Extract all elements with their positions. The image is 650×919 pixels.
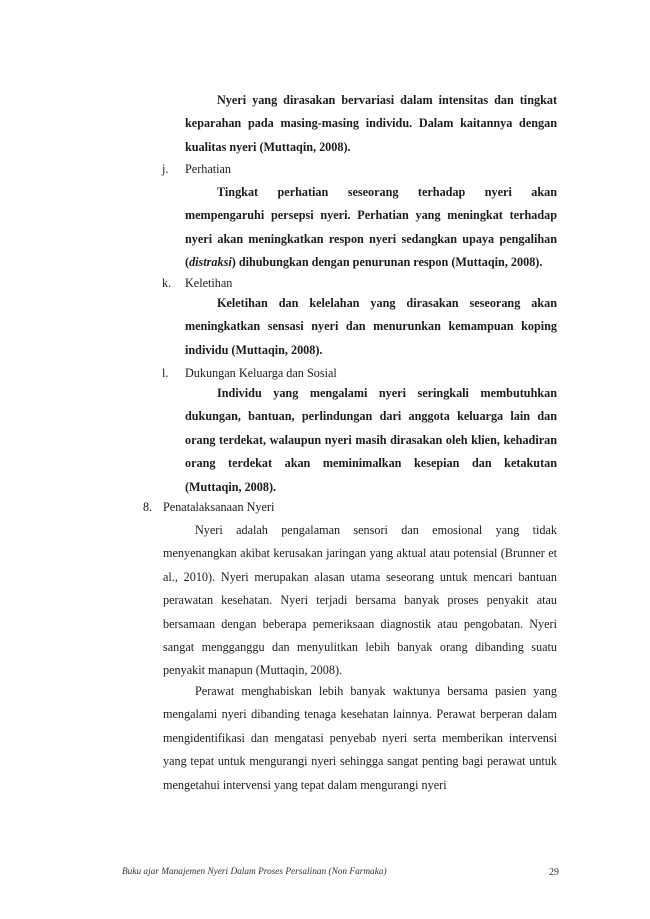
item-k-paragraph: Keletihan dan kelelahan yang dirasakan seseorang akan meningkatkan sensasi nyeri dan menurunkan kemampuan koping individu (Muttaqin, 2008). xyxy=(185,296,557,357)
section-title: Penatalaksanaan Nyeri xyxy=(163,500,275,514)
item-j-text-after: ) dihubungkan dengan penurunan respon (Muttaqin, 2008). xyxy=(231,255,543,270)
item-l-title: Dukungan Keluarga dan Sosial xyxy=(185,366,337,380)
item-k-title: Keletihan xyxy=(185,276,233,290)
item-j-paragraph xyxy=(185,181,557,275)
item-l-paragraph: Individu yang mengalami nyeri seringkali membutuhkan dukungan, bantuan, perlindungan dari anggota keluarga lain dan orang terdekat, walaupun nyeri masih dirasakan oleh klien, kehadiran orang terdekat akan meminimalkan kesepian dan ketakutan (Muttaqin, 2008). xyxy=(185,386,557,494)
section-paragraph-1: Nyeri adalah pengalaman sensori dan emosional yang tidak menyenangkan akibat kerusakan jaringan yang aktual atau potensial (Brunner et al., 2010). Nyeri merupakan alasan utama seseorang untuk mencari bantuan perawatan kesehatan. Nyeri terjadi bersama banyak proses penyakit atau bersamaan dengan beberapa pemeriksaan diagnostik atau pengobatan. Nyeri sangat mengganggu dan menyulitkan lebih banyak orang dibanding suatu penyakit manapun (Muttaqin, 2008). xyxy=(163,523,557,678)
footer-page-number: 29 xyxy=(549,867,559,878)
item-k-letter: k. xyxy=(162,276,172,290)
item-j-letter: j. xyxy=(162,162,169,176)
item-j-title: Perhatian xyxy=(185,162,232,176)
item-l-letter: l. xyxy=(162,366,169,380)
item-j-text-before: Tingkat perhatian seseorang terhadap nyeri akan mempengaruhi persepsi nyeri. Perhatian yang meningkat terhadap nyeri akan meningkatkan respon nyeri sedangkan upaya pengalihan ( xyxy=(185,185,557,270)
footer-book-title: Buku ajar Manajemen Nyeri Dalam Proses Persalinan (Non Farmaka) xyxy=(122,867,387,877)
item-j-text-italic: distraksi xyxy=(189,255,232,270)
intro-paragraph: Nyeri yang dirasakan bervariasi dalam intensitas dan tingkat keparahan pada masing-masing individu. Dalam kaitannya dengan kualitas nyeri (Muttaqin, 2008). xyxy=(185,93,557,154)
section-paragraph-2: Perawat menghabiskan lebih banyak waktunya bersama pasien yang mengalami nyeri dibanding tenaga kesehatan lainnya. Perawat berperan dalam mengidentifikasi dan mengatasi penyebab nyeri serta memberikan intervensi yang tepat untuk mengurangi nyeri sehingga sangat penting bagi perawat untuk mengetahui intervensi yang tepat dalam mengurangi nyeri xyxy=(163,684,557,792)
section-number: 8. xyxy=(143,500,153,514)
